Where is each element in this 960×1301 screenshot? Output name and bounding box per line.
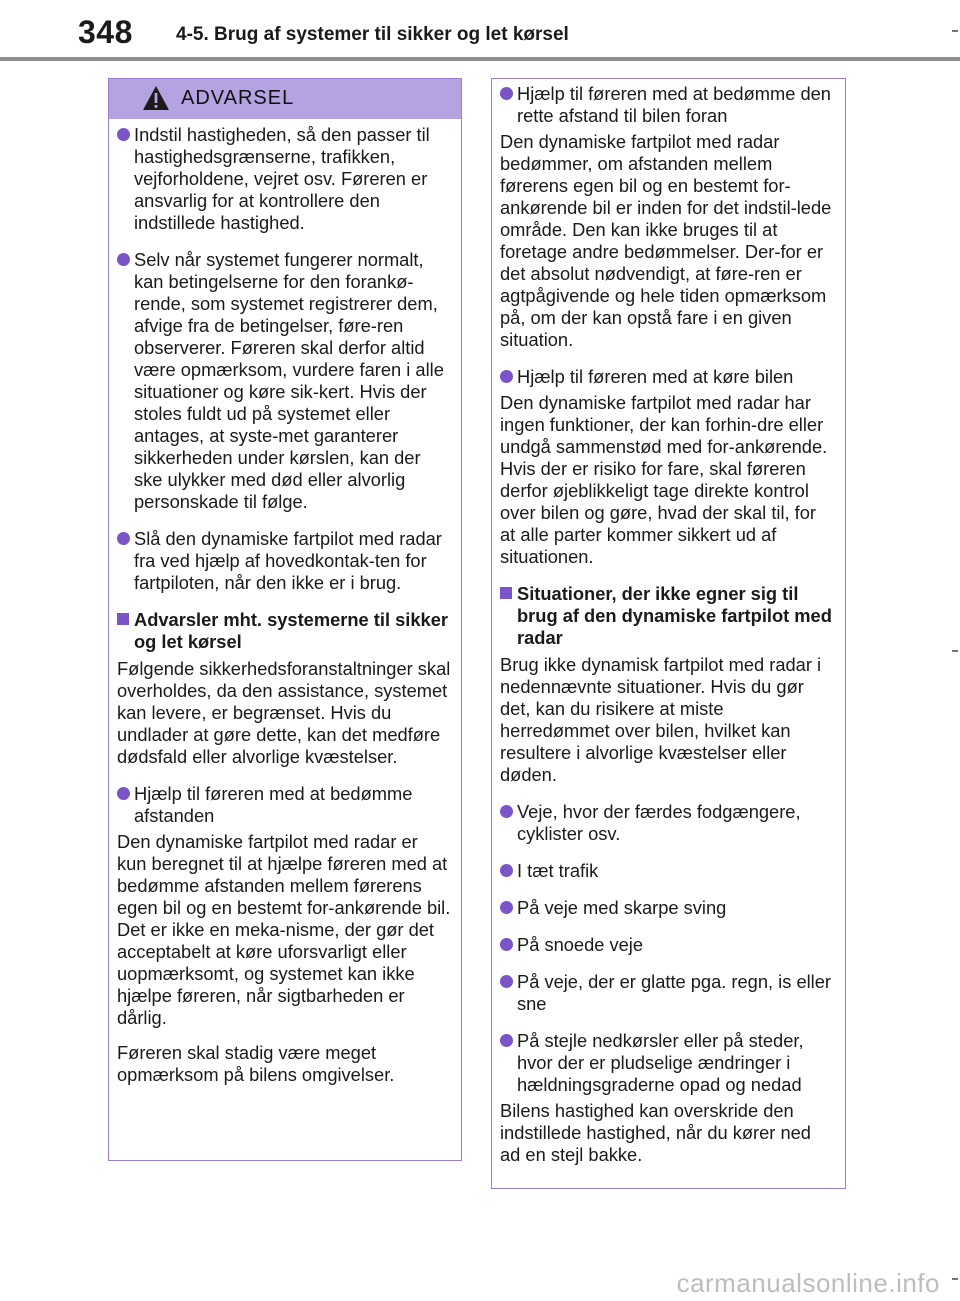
paragraph: Bilens hastighed kan overskride den indstillede hastighed, når du kører ned ad en stejl bakke. [500,1100,811,1165]
bullet-dot [500,1034,513,1047]
bullet-text: Selv når systemet fungerer normalt, kan betingelserne for den forankø-rende, som systemet registrerer dem, afvige fra de betingelser, føre-ren observerer. Føreren skal derfor altid være opmærksom, vurdere faren i alle situationer og køre sik-kert. Hvis der stoles fuldt ud på systemet eller antages, at syste-met garanterer sikkerheden under kørslen, kan der ske ulykker med død eller alvorlig personskade til følge. [134,249,444,512]
edge-tick-mark [952,650,958,652]
bullet-text: På veje, der er glatte pga. regn, is eller sne [517,971,832,1014]
list-item [500,934,835,956]
heading-square [117,613,129,625]
list-item [500,860,835,882]
edge-tick-mark [952,1278,958,1280]
paragraph: Følgende sikkerhedsforanstaltninger skal overholdes, da den assistance, systemet kan levere, er begrænset. Hvis du undlader at gøre dette, kan det medføre dødsfald eller alvorlige kvæstelser. [117,658,451,767]
bullet-dot [500,938,513,951]
bullet-text: På veje med skarpe sving [517,897,727,918]
list-item [500,1030,835,1096]
bullet-text: I tæt trafik [517,860,599,881]
subsection-heading [117,609,451,653]
header-rule [0,57,960,61]
bullet-text: På stejle nedkørsler eller på steder, hvor der er pludselige ændringer i hældningsgraderne opad og nedad [517,1030,804,1095]
edge-tick-mark [952,30,958,32]
bullet-text: Hjælp til føreren med at bedømme afstanden [134,783,413,826]
bullet-text: Veje, hvor der færdes fodgængere, cyklister osv. [517,801,801,844]
warning-box-left [108,78,462,1161]
bullet-dot [500,901,513,914]
subsection-heading [500,583,835,649]
list-item [500,366,835,388]
bullet-dot [500,864,513,877]
list-item [500,897,835,919]
heading-text: Advarsler mht. systemerne til sikker og let kørsel [134,609,448,652]
bullet-dot [500,805,513,818]
paragraph: Den dynamiske fartpilot med radar bedømmer, om afstanden mellem førerens egen bil og en bestemt for-ankørende bil er inden for det indstil-lede område. Den kan ikke bruges til at foretage andre bedømmelser. Der-for er det absolut nødvendigt, at føre-ren er agtpågivende og hele tiden opmærksom på, om der kan opstå fare i en given situation. [500,131,832,350]
paragraph: Den dynamiske fartpilot med radar har ingen funktioner, der kan forhin-dre eller undgå sammenstød med for-ankørende. Hvis der er risiko for fare, skal føreren derfor øjeblikkeligt tage direkte kontrol over bilen og gøre, hvad der skal til, for at alle parter kommer sikkert ud af situationen. [500,392,828,567]
bullet-dot [117,787,130,800]
bullet-text: Hjælp til føreren med at køre bilen [517,366,794,387]
list-item [117,124,451,234]
paragraph: Føreren skal stadig være meget opmærksom på bilens omgivelser. [117,1042,395,1085]
page-number: 348 [78,14,133,50]
bullet-dot [117,128,130,141]
bullet-dot [500,87,513,100]
bullet-dot [117,532,130,545]
heading-square [500,587,512,599]
bullet-dot [500,370,513,383]
warning-header [109,79,461,119]
list-item [500,801,835,845]
list-item [117,783,451,827]
warning-triangle-icon [142,85,170,111]
bullet-text: Indstil hastigheden, så den passer til hastighedsgrænserne, trafikken, vejforholdene, vejret osv. Føreren er ansvarlig for at kontrollere den indstillede hastighed. [134,124,430,233]
bullet-text: Hjælp til føreren med at bedømme den rette afstand til bilen foran [517,83,831,126]
paragraph: Den dynamiske fartpilot med radar er kun beregnet til at hjælpe føreren med at bedømme afstanden mellem førerens egen bil og en bestemt for-ankørende bil. Det er ikke en meka-nisme, der gør det acceptabelt at køre uforsvarligt eller uopmærksomt, og systemet kan ikke hjælpe føreren, når sigtbarheden er dårlig. [117,831,451,1028]
warning-box-right [491,78,846,1189]
heading-text: Situationer, der ikke egner sig til brug af den dynamiske fartpilot med radar [517,583,832,648]
list-item [500,83,835,127]
list-item [117,528,451,594]
section-title: 4-5. Brug af systemer til sikker og let kørsel [176,24,569,45]
list-item [500,971,835,1015]
bullet-dot [117,253,130,266]
bullet-text: På snoede veje [517,934,644,955]
page-header [0,0,960,62]
bullet-dot [500,975,513,988]
paragraph: Brug ikke dynamisk fartpilot med radar i nedennævnte situationer. Hvis du gør det, kan du risikere at miste herredømmet over bilen, hvilket kan resultere i alvorlige kvæstelser eller døden. [500,654,822,785]
warning-title: ADVARSEL [181,87,295,109]
watermark: carmanualsonline.info [676,1268,940,1298]
bullet-text: Slå den dynamiske fartpilot med radar fra ved hjælp af hovedkontak-ten for fartpiloten, når den ikke er i brug. [134,528,442,593]
list-item [117,249,451,513]
